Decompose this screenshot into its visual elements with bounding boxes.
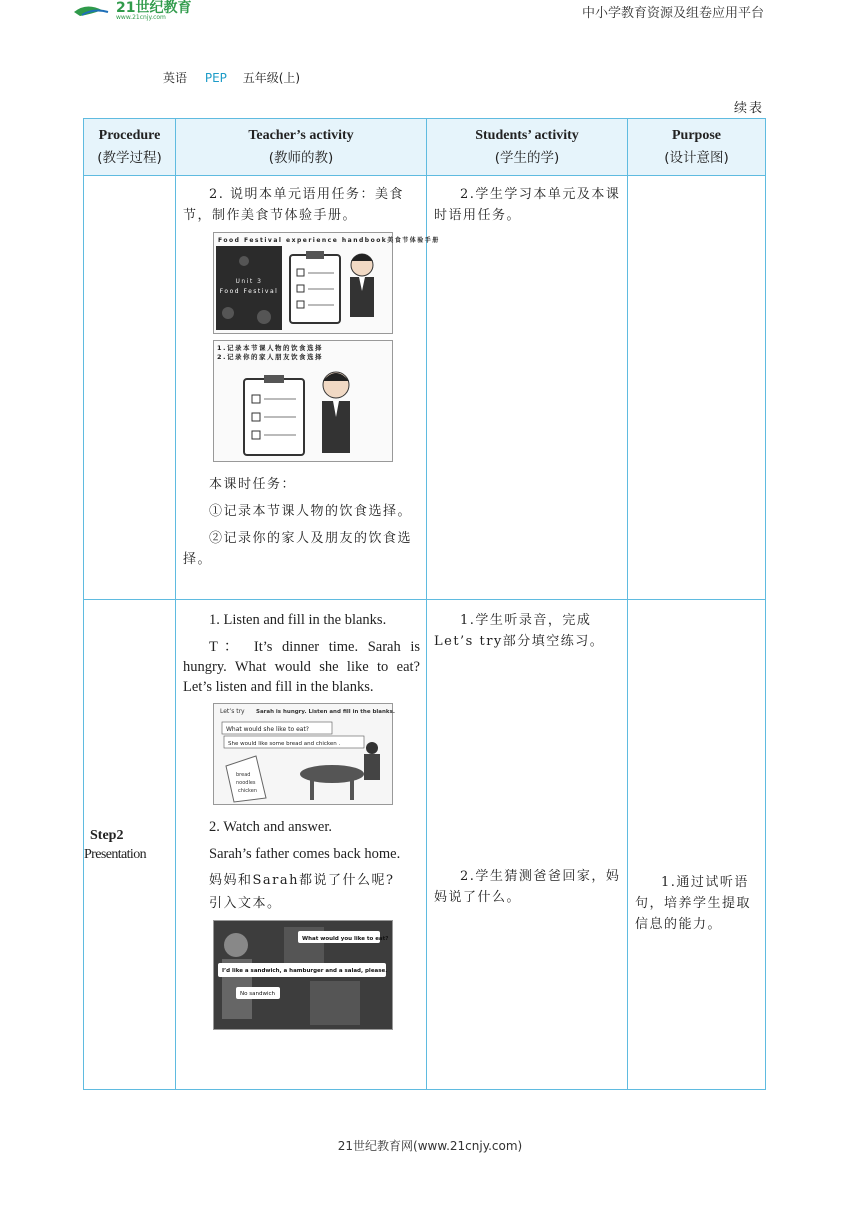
teacher-cell [176, 176, 440, 600]
intro-text: 引入文本。 [209, 896, 282, 911]
svg-text:21世纪教育: 21世纪教育 [116, 0, 192, 16]
teacher-cell [176, 600, 427, 1090]
purpose-cell [628, 600, 766, 1090]
lesson-plan-table [83, 118, 766, 1090]
header-teacher: Teacher’s activity (教师的教) [176, 119, 427, 176]
grade-label: 五年级(上) [242, 71, 301, 85]
dialogue-image [213, 920, 393, 1030]
step-subtitle: Presentation [84, 847, 147, 862]
svg-text:1.记录本节课人物的饮食选择: 1.记录本节课人物的饮食选择 [217, 344, 323, 352]
purpose-item-1: 1.通过试听语句，培养学生提取信息的能力。 [635, 875, 752, 932]
task-2: ②记录你的家人及朋友的饮食选择。 [183, 531, 413, 567]
svg-text:Let’s try: Let’s try [220, 708, 245, 715]
svg-text:What would you like to eat?: What would you like to eat? [302, 936, 389, 942]
header-purpose: Purpose (设计意图) [628, 119, 766, 176]
svg-text:www.21cnjy.com: www.21cnjy.com [116, 14, 166, 21]
svg-text:No sandwich: No sandwich [240, 991, 275, 997]
page-footer: 21世纪教育网(www.21cnjy.com) [337, 1139, 523, 1153]
story-text: Sarah’s father comes back home. [209, 846, 401, 862]
students-cell [427, 176, 628, 600]
table-row [84, 176, 766, 600]
table-header-row [84, 119, 766, 176]
question-text: 妈妈和Sarah都说了什么呢? [209, 873, 395, 888]
step-title: Step2 [90, 828, 124, 843]
header-students: Students’ activity (学生的学) [427, 119, 628, 176]
svg-text:2.记录你的家人朋友饮食选择: 2.记录你的家人朋友饮食选择 [217, 353, 323, 361]
purpose-cell-empty [628, 176, 766, 600]
continued-label: 续表 [733, 101, 764, 116]
edition-label: PEP [204, 71, 227, 85]
svg-text:Food Festival: Food Festival [219, 288, 279, 295]
svg-text:She would like some bread and: She would like some bread and chicken . [228, 741, 341, 747]
students-cell [427, 600, 628, 1090]
svg-text:bread: bread [236, 772, 251, 778]
svg-text:Food Festival experience handb: Food Festival experience handbook美食节体验手册 [218, 237, 440, 244]
students-item-1: 1.学生听录音，完成Let’s try部分填空练习。 [434, 613, 605, 649]
handbook-image [213, 232, 440, 334]
subject-name: 英语 [163, 71, 188, 85]
table-row [84, 600, 766, 1090]
dialog-text: T： It’s dinner time. Sarah is hungry. What would she like to eat? Let’s listen and fill in the blanks. [183, 639, 420, 695]
platform-title: 中小学教育资源及组卷应用平台 [581, 6, 764, 21]
svg-text:Sarah is hungry. Listen and fi: Sarah is hungry. Listen and fill in the blanks. [256, 709, 395, 715]
svg-text:noodles: noodles [236, 780, 256, 786]
site-logo [72, 0, 232, 20]
svg-text:I’d like a sandwich, a hamburg: I’d like a sandwich, a hamburger and a salad, please. [222, 968, 388, 974]
tasks-image [213, 340, 393, 462]
svg-text:chicken: chicken [238, 788, 258, 794]
lets-try-image [213, 703, 393, 805]
svg-text:Unit 3: Unit 3 [235, 278, 263, 285]
procedure-cell-empty [84, 176, 176, 600]
subject-line [163, 69, 300, 86]
procedure-cell [84, 600, 176, 1090]
svg-text:What would she like to eat?: What would she like to eat? [226, 726, 309, 733]
students-item-2: 2.学生学习本单元及本课时语用任务。 [434, 187, 621, 223]
task-1: ①记录本节课人物的饮食选择。 [209, 504, 413, 519]
task-title: 本课时任务： [209, 477, 297, 492]
students-item-2: 2.学生猜测爸爸回家，妈妈说了什么。 [434, 869, 621, 905]
teacher-item-2: 2. 说明本单元语用任务：美食节，制作美食节体验手册。 [183, 187, 405, 223]
watch-item: 2. Watch and answer. [209, 819, 332, 835]
listen-item: 1. Listen and fill in the blanks. [209, 612, 387, 628]
header-procedure: Procedure (教学过程) [84, 119, 176, 176]
